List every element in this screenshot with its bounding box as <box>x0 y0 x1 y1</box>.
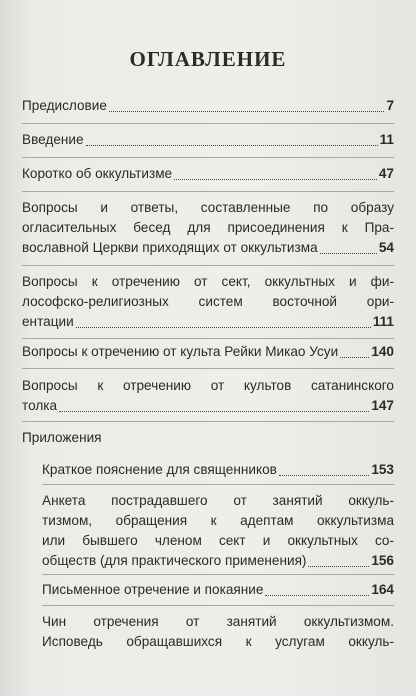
page-number: 11 <box>379 132 394 147</box>
toc-entry-introduction: Введение 11 <box>22 130 394 150</box>
dot-leader <box>86 145 378 146</box>
page-number: 156 <box>371 553 394 568</box>
toc-entry-sects: Вопросы к отречению от сект, оккультных и фи- лософско-религиозных систем восточной ори- ентации 111 <box>22 272 394 332</box>
page-number: 164 <box>371 582 394 597</box>
dot-leader <box>265 595 369 596</box>
page-number: 147 <box>371 398 394 413</box>
page-number: 54 <box>378 240 394 255</box>
toc-subentry-rite-of-renunciation: Чин отречения от занятий оккультизмом. Исповедь обращавшихся к услугам оккуль- <box>42 614 394 649</box>
toc-subentry-written-renunciation: Письменное отречение и покаяние 164 <box>42 580 394 600</box>
dot-leader <box>279 475 369 476</box>
toc-entry-occultism: Коротко об оккультизме 47 <box>22 164 394 184</box>
dot-leader <box>59 411 369 412</box>
page-title: ОГЛАВЛЕНИЕ <box>129 47 287 71</box>
dot-leader <box>340 357 369 358</box>
divider <box>22 157 394 158</box>
toc-entry-preface: Предисловие 7 <box>22 96 394 116</box>
divider <box>42 574 394 575</box>
dot-leader <box>308 566 369 567</box>
page-number: 140 <box>371 344 394 359</box>
toc-entry-satanic-cults: Вопросы к отречению от культов сатанинского толка 147 <box>22 376 394 416</box>
dot-leader <box>320 253 377 254</box>
toc-entry-reiki: Вопросы к отречению от культа Рейки Микао Усуи 140 <box>22 342 394 362</box>
divider <box>22 265 394 266</box>
divider <box>22 421 394 422</box>
divider <box>22 368 394 369</box>
dot-leader <box>109 111 385 112</box>
toc-entry-questions-answers: Вопросы и ответы, составленные по образу огласительных бесед для присоединения к Пра- вославной Церкви приходящих от оккультизма 54 <box>22 198 394 258</box>
dot-leader <box>174 179 377 180</box>
divider <box>22 123 394 124</box>
divider <box>42 605 394 606</box>
appendix-heading: Приложения <box>22 430 102 445</box>
page-number: 47 <box>378 166 394 181</box>
toc-subentry-explanation: Краткое пояснение для священников 153 <box>42 460 394 480</box>
page-number: 7 <box>386 98 394 113</box>
toc-subentry-questionnaire: Анкета пострадавшего от занятий оккуль- тизмом, обращения к адептам оккультизма или бывшего членом сект и оккультных со- обществ (для практического применения) 156 <box>42 491 394 571</box>
dot-leader <box>76 327 371 328</box>
divider <box>22 338 394 339</box>
page-number: 153 <box>371 462 394 477</box>
divider <box>22 191 394 192</box>
divider <box>42 484 394 485</box>
page-number: 111 <box>372 314 394 329</box>
